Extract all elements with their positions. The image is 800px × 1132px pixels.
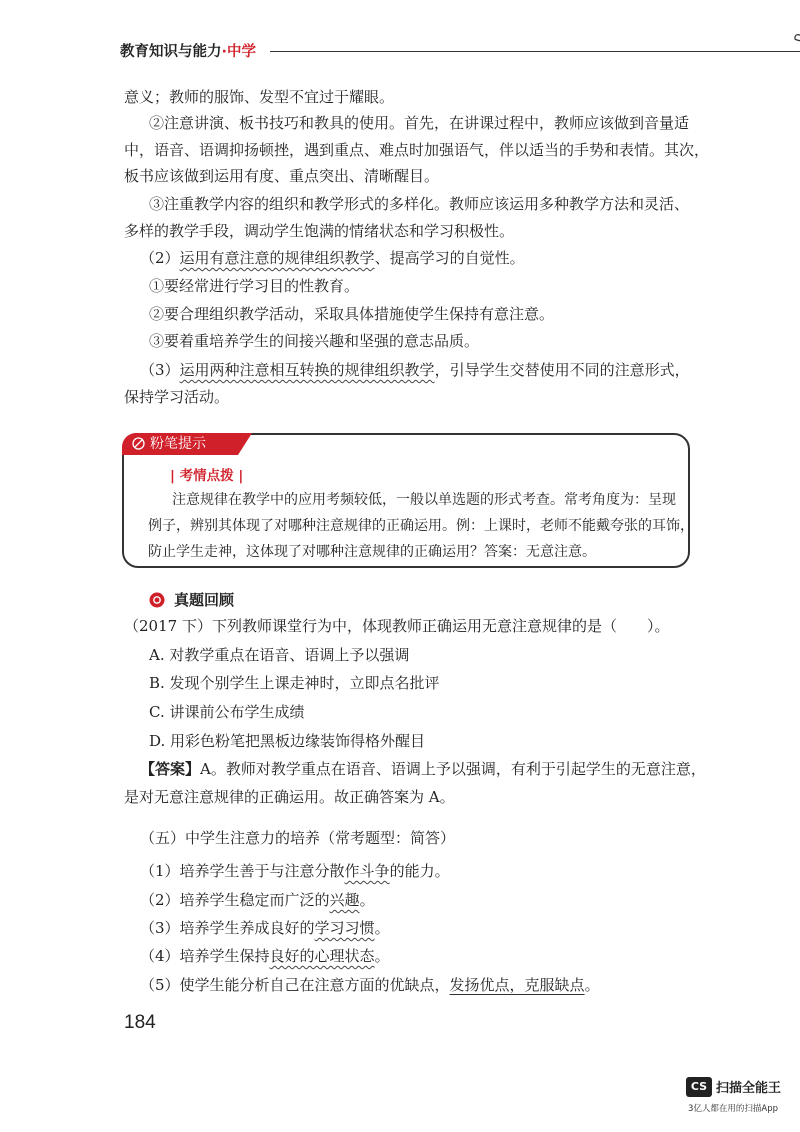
paragraph-line: [140, 248, 710, 268]
p6-text: ②要合理组织教学活动，采取具体措施使学生保持有意注意。: [149, 305, 555, 323]
paragraph-line: [124, 387, 694, 407]
question-review-icon: [149, 592, 165, 608]
item-text: 。: [359, 891, 375, 909]
p3a-text: ③注重教学内容的组织和教学形式的多样化。教师应该运用多种教学方法和灵活、: [149, 195, 690, 213]
answer-line: [124, 787, 694, 807]
answer-line: [140, 759, 710, 779]
option-b: B. 发现个别学生上课走神时，立即点名批评: [149, 674, 440, 692]
question-section-title: 真题回顾: [174, 591, 235, 609]
header-title-main: 教育知识与能力: [120, 44, 222, 60]
question-stem: [124, 616, 694, 636]
scanner-slogan: 3亿人都在用的扫描App: [688, 1104, 779, 1114]
header-title: [120, 40, 256, 61]
list-item: [140, 890, 710, 910]
section5-heading-text: （五）中学生注意力的培养（常考题型：简答）: [140, 829, 456, 847]
item-text: 。: [374, 919, 390, 937]
list-item: [140, 946, 710, 966]
tip-line: 防止学生走神，这体现了对哪种注意规律的正确运用？答案：无意注意。: [148, 544, 596, 560]
list-item: [140, 918, 710, 938]
question-option: [149, 731, 719, 751]
p4-rest: 、提高学习的自觉性。: [374, 249, 525, 267]
option-c: C. 讲课前公布学生成绩: [149, 703, 305, 721]
option-d: D. 用彩色粉笔把黑板边缘装饰得格外醒目: [149, 732, 426, 750]
answer-text-2: 是对无意注意规律的正确运用。故正确答案为 A。: [124, 788, 455, 806]
p4-number: （2）: [140, 249, 180, 267]
question-option: [149, 702, 719, 722]
paragraph-line: [124, 87, 694, 107]
item-underlined: 作斗争: [344, 862, 390, 880]
tip-line: 例子，辨别其体现了对哪种注意规律的正确运用。例：上课时，老师不能戴夸张的耳饰，: [148, 518, 694, 534]
item-text: 。: [374, 947, 390, 965]
p8b-text: 保持学习活动。: [124, 388, 230, 406]
item-underlined: 学习习惯: [314, 919, 375, 937]
item-text: （5）使学生能分析自己在注意方面的优缺点，: [140, 976, 450, 994]
p4-underlined: 运用有意注意的规律组织教学: [179, 249, 375, 267]
p8-rest: ，引导学生交替使用不同的注意形式，: [434, 361, 690, 379]
p8-underlined: 运用两种注意相互转换的规律组织教学: [179, 361, 435, 379]
item-text: （2）培养学生稳定而广泛的: [140, 891, 330, 909]
p5-text: ①要经常进行学习目的性教育。: [149, 277, 360, 295]
item-underlined: 兴趣: [329, 891, 360, 909]
p8-number: （3）: [140, 361, 180, 379]
item-text: （4）培养学生保持: [140, 947, 270, 965]
tip-subtitle: | 考情点拨 |: [170, 468, 244, 484]
list-item: [140, 861, 710, 881]
p3b-text: 多样的教学手段，调动学生饱满的情绪状态和学习积极性。: [124, 222, 515, 240]
tip-tab: [122, 433, 238, 455]
answer-label: 【答案】: [140, 760, 201, 778]
chalk-icon: [132, 437, 145, 450]
p2a-text: ②注意讲演、板书技巧和教具的使用。首先，在讲课过程中，教师应该做到音量适: [149, 114, 690, 132]
paragraph-line: [149, 276, 719, 296]
section-heading: [140, 828, 710, 848]
scanner-logo-icon: CS: [686, 1077, 712, 1097]
paragraph-line: [140, 360, 710, 380]
tip-tab-label: 粉笔提示: [150, 436, 206, 452]
item-text: 的能力。: [389, 862, 450, 880]
question-option: [149, 645, 719, 665]
option-a: A. 对教学重点在语音、语调上予以强调: [149, 646, 410, 664]
question-option: [149, 673, 719, 693]
paragraph-line: [124, 140, 710, 160]
header-rule: [270, 51, 800, 52]
paragraph-line: [149, 304, 719, 324]
paragraph-line: [124, 221, 694, 241]
p2c-text: 板书应该做到运用有度、重点突出、清晰醒目。: [124, 167, 440, 185]
question-stem-text: （2017 下）下列教师课堂行为中，体现教师正确运用无意注意规律的是（ ）。: [124, 617, 670, 635]
item-underlined: 良好的心理状态: [269, 947, 375, 965]
page-number: 184: [124, 1012, 156, 1033]
paragraph-line: [149, 194, 719, 214]
paragraph-line: [124, 166, 694, 186]
item-text: 。: [584, 976, 600, 994]
scanner-watermark: [686, 1075, 796, 1125]
sprout-icon: [790, 28, 800, 54]
p7-text: ③要着重培养学生的间接兴趣和坚强的意志品质。: [149, 332, 480, 350]
paragraph-line: [149, 113, 719, 133]
header-title-separator: ·: [221, 44, 228, 60]
scanner-app-name: 扫描全能王: [716, 1081, 782, 1096]
paragraph-line: [149, 331, 719, 351]
tip-line: 注意规律在教学中的应用考频较低，一般以单选题的形式考查。常考角度为：呈现: [172, 492, 676, 508]
item-text: （1）培养学生善于与注意分散: [140, 862, 345, 880]
running-header: [120, 36, 710, 66]
item-text: （3）培养学生养成良好的: [140, 919, 315, 937]
list-item: [140, 975, 710, 995]
answer-text-1: A。教师对教学重点在语音、语调上予以强调，有利于引起学生的无意注意，: [200, 760, 706, 778]
item-underlined: 发扬优点，克服缺点: [449, 976, 585, 994]
p1-text: 意义；教师的服饰、发型不宜过于耀眼。: [124, 88, 395, 106]
p2b-text: 中，语音、语调抑扬顿挫，遇到重点、难点时加强语气，伴以适当的手势和表情。其次，: [124, 141, 710, 159]
header-title-sub: 中学: [227, 44, 257, 60]
